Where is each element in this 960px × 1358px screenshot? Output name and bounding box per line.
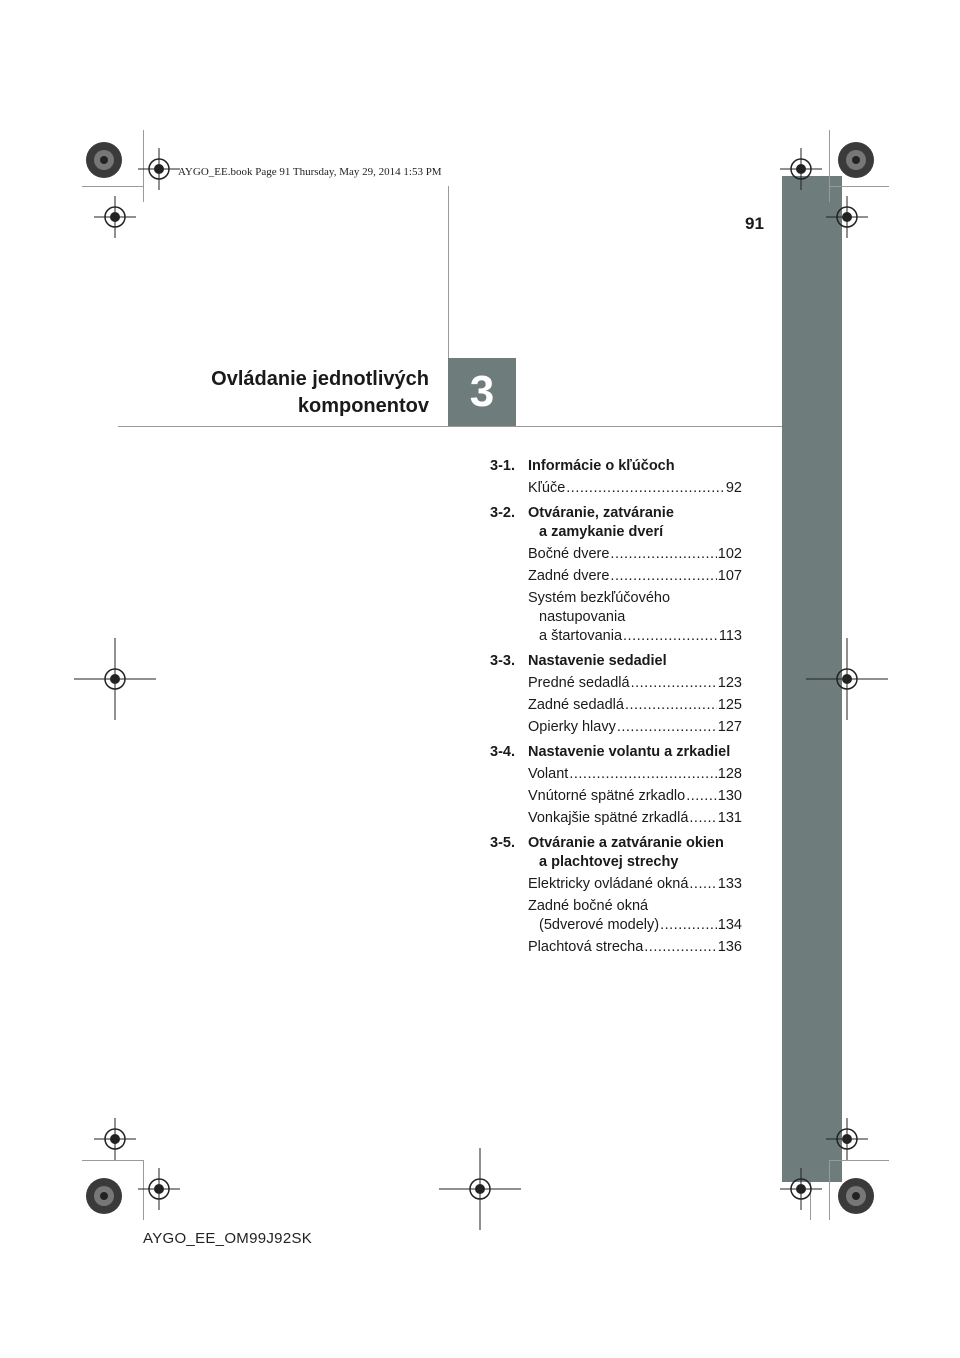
toc-entry-page: 134 [717, 917, 742, 933]
dot-leader [566, 479, 725, 498]
registration-target-icon [836, 1176, 876, 1216]
toc-entry-page: 125 [717, 697, 742, 713]
chapter-title [211, 366, 429, 420]
crosshair-icon [780, 148, 822, 190]
toc-entry-label: (5dverové modely) [539, 917, 660, 933]
toc-entry-label: Volant [528, 766, 569, 782]
toc-entry-label: Plachtová strecha [528, 939, 644, 955]
chapter-title-line2: komponentov [297, 395, 429, 417]
toc-section-title-line: Nastavenie sedadiel [528, 653, 667, 669]
crosshair-icon [94, 196, 136, 238]
toc-entry-page: 113 [718, 628, 742, 644]
crosshair-icon [826, 658, 868, 700]
crop-mark [82, 186, 144, 187]
toc-entry-page: 127 [717, 719, 742, 735]
toc-entry[interactable] [528, 589, 742, 646]
toc-section-title-line: Nastavenie volantu a zrkadiel [528, 744, 731, 760]
toc-section [490, 652, 742, 737]
page-number: 91 [745, 214, 764, 233]
toc-entry-page: 92 [725, 480, 742, 496]
dot-leader [660, 916, 717, 935]
toc-entry-page: 102 [717, 546, 742, 562]
toc-section-title-line: a zamykanie dverí [539, 524, 664, 540]
dot-leader [689, 809, 716, 828]
registration-target-icon [84, 140, 124, 180]
guide-line [448, 186, 449, 358]
crosshair-icon [138, 148, 180, 190]
crosshair-icon [826, 1118, 868, 1160]
toc-entry-label: Zadné bočné okná [528, 898, 649, 914]
registration-target-icon [836, 140, 876, 180]
chapter-title-line1: Ovládanie jednotlivých [211, 368, 429, 390]
dot-leader [631, 674, 717, 693]
toc-entry-label: Vonkajšie spätné zrkadlá [528, 810, 689, 826]
crop-mark [82, 1160, 144, 1161]
toc-section [490, 504, 742, 646]
toc-entry[interactable] [528, 674, 742, 693]
toc-section-title [528, 652, 742, 671]
book-header: AYGO_EE.book Page 91 Thursday, May 29, 2014 1:53 PM [178, 166, 442, 178]
toc-entry-page: 130 [717, 788, 742, 804]
dot-leader [610, 545, 716, 564]
toc-entry-label: Predné sedadlá [528, 675, 630, 691]
dot-leader [689, 875, 716, 894]
dot-leader [569, 765, 716, 784]
toc-entry[interactable] [528, 567, 742, 586]
toc-entry[interactable] [528, 875, 742, 894]
toc-section-title-line: Informácie o kľúčoch [528, 458, 675, 474]
toc-section [490, 743, 742, 828]
toc-entry-page: 107 [717, 568, 742, 584]
toc-entry[interactable] [528, 765, 742, 784]
toc-entry[interactable] [528, 809, 742, 828]
toc-entry-label: Bočné dvere [528, 546, 610, 562]
dot-leader [610, 567, 716, 586]
crop-mark [829, 186, 889, 187]
crosshair-icon [459, 1168, 501, 1210]
toc-entry-page: 123 [717, 675, 742, 691]
table-of-contents [490, 457, 742, 963]
dot-leader [617, 718, 717, 737]
toc-section-number: 3-1. [490, 458, 515, 474]
document-code: AYGO_EE_OM99J92SK [143, 1230, 313, 1247]
crop-mark [829, 1160, 830, 1220]
toc-section-title-line: a plachtovej strechy [539, 854, 679, 870]
crosshair-icon [826, 196, 868, 238]
registration-target-icon [84, 1176, 124, 1216]
toc-section-number: 3-4. [490, 744, 515, 760]
toc-section-number: 3-3. [490, 653, 515, 669]
toc-section-title [528, 743, 742, 762]
toc-entry[interactable] [528, 718, 742, 737]
toc-entry-label: nastupovania [539, 609, 626, 625]
toc-section-title-line: Otváranie, zatváranie [528, 505, 674, 521]
dot-leader [625, 696, 717, 715]
toc-section-title-line: Otváranie a zatváranie okien [528, 835, 724, 851]
toc-entry-page: 128 [717, 766, 742, 782]
toc-entry-label: Kľúče [528, 480, 566, 496]
toc-entry-label: Zadné dvere [528, 568, 610, 584]
crosshair-icon [138, 1168, 180, 1210]
toc-entry-label: Elektricky ovládané okná [528, 876, 689, 892]
toc-entry[interactable] [528, 938, 742, 957]
toc-entry-page: 136 [717, 939, 742, 955]
crosshair-icon [94, 658, 136, 700]
toc-entry-label: Vnútorné spätné zrkadlo [528, 788, 686, 804]
crop-mark [829, 130, 830, 202]
toc-entry-label: Opierky hlavy [528, 719, 616, 735]
toc-entry-page: 131 [717, 810, 742, 826]
chapter-number: 3 [448, 358, 516, 426]
crosshair-icon [780, 1168, 822, 1210]
toc-section-number: 3-2. [490, 505, 515, 521]
toc-entry[interactable] [528, 479, 742, 498]
toc-section-title [528, 504, 742, 542]
toc-section-title [528, 457, 742, 476]
toc-section [490, 834, 742, 957]
dot-leader [686, 787, 717, 806]
toc-section [490, 457, 742, 498]
crop-mark [829, 1160, 889, 1161]
toc-entry-label: Zadné sedadlá [528, 697, 624, 713]
crosshair-icon [94, 1118, 136, 1160]
toc-entry[interactable] [528, 545, 742, 564]
toc-section-title [528, 834, 742, 872]
toc-entry[interactable] [528, 696, 742, 715]
toc-entry-page: 133 [717, 876, 742, 892]
toc-section-number: 3-5. [490, 835, 515, 851]
toc-entry[interactable] [528, 787, 742, 806]
toc-entry-label: a štartovania [539, 628, 623, 644]
toc-entry-label: Systém bezkľúčového [528, 590, 671, 606]
dot-leader [644, 938, 717, 957]
toc-entry[interactable] [528, 897, 742, 935]
header-rule [118, 426, 782, 427]
dot-leader [623, 627, 718, 646]
